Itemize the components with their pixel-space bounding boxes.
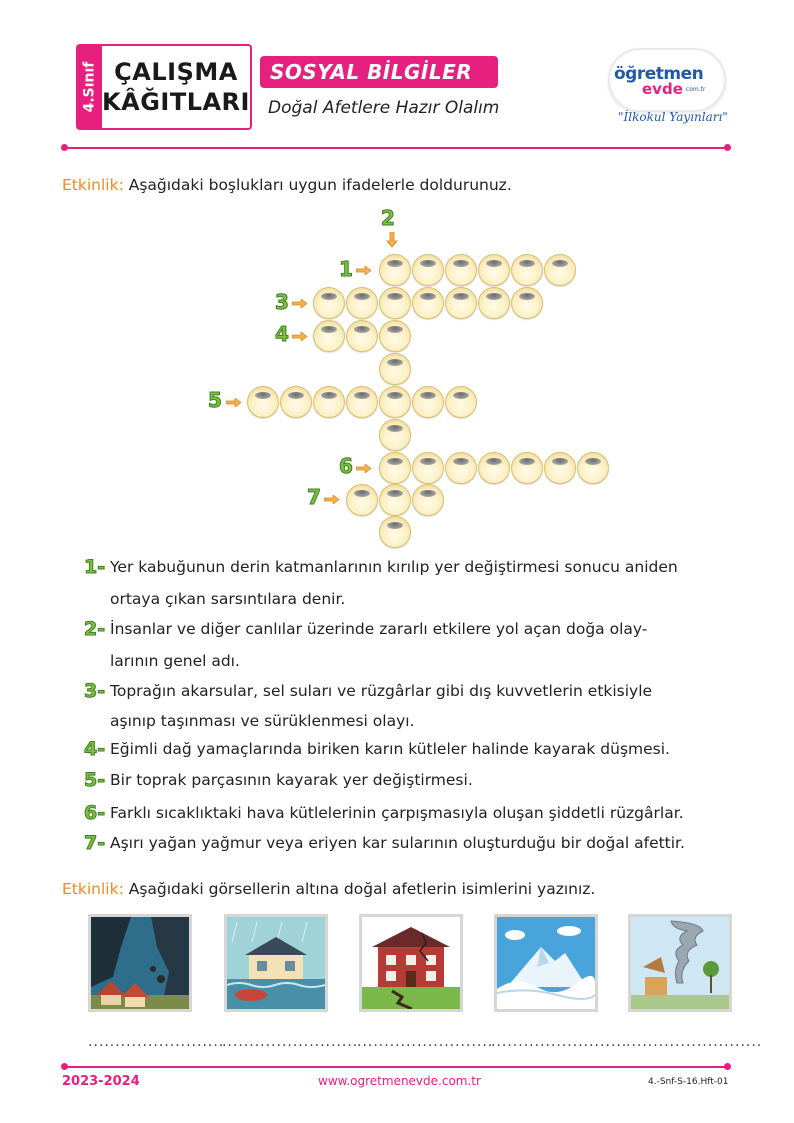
puzzle-cell[interactable] [280,386,312,418]
activity-label: Etkinlik: [62,176,124,194]
answer-blank-2[interactable]: ......................... [222,1034,359,1050]
publisher-logo [604,46,734,132]
puzzle-cell[interactable] [412,452,444,484]
flood-icon [227,917,325,1009]
clue-1-line-2: ortaya çıkan sarsıntılara denir. [110,590,346,608]
logo-brand-2: evde [642,80,683,98]
puzzle-cell[interactable] [412,386,444,418]
answer-blank-5[interactable]: ......................... [626,1034,763,1050]
puzzle-cell[interactable] [379,386,411,418]
logo-brand-3: .com.tr [684,86,706,93]
clue-2-number: 2- [84,618,106,640]
clue-1-number: 1- [84,556,106,578]
puzzle-cell[interactable] [346,287,378,319]
puzzle-cell[interactable] [445,287,477,319]
puzzle-cell[interactable] [478,254,510,286]
activity-1 [62,176,512,194]
clue-3-line-1: Toprağın akarsular, sel suları ve rüzgârlar gibi dış kuvvetlerin etkisiyle [110,682,653,700]
logo-brand-1: öğretmen [614,64,704,84]
puzzle-cell[interactable] [577,452,609,484]
avalanche-icon [497,917,595,1009]
title-line-1: ÇALIŞMA [114,58,238,86]
puzzle-cell[interactable] [412,254,444,286]
right-arrow-icon [292,299,308,308]
puzzle-cell[interactable] [478,452,510,484]
clue-1-line-1: Yer kabuğunun derin katmanlarının kırılıp yer değiştirmesi sonucu aniden [110,558,678,576]
clue-number-1: 1 [339,257,353,281]
avalanche-picture [494,914,598,1012]
puzzle-cell[interactable] [346,484,378,516]
clue-number-7: 7 [307,485,321,509]
puzzle-cell[interactable] [379,516,411,548]
puzzle-cell[interactable] [511,287,543,319]
footer-code: 4.-Snf-S-16.Hft-01 [648,1077,729,1087]
puzzle-cell[interactable] [478,287,510,319]
landslide-picture [88,914,192,1012]
grade-label: 4.Sınıf [81,61,97,113]
right-arrow-icon [226,398,242,407]
clue-2-line-2: larının genel adı. [110,652,240,670]
right-arrow-icon [292,332,308,341]
answer-blank-1[interactable]: ......................... [88,1034,225,1050]
clue-2-line-1: İnsanlar ve diğer canlılar üzerinde zararlı etkilere yol açan doğa olay- [110,620,648,638]
puzzle-cell[interactable] [511,254,543,286]
puzzle-cell[interactable] [379,484,411,516]
right-arrow-icon [356,464,372,473]
puzzle-cell[interactable] [445,386,477,418]
footer-year: 2023-2024 [62,1074,140,1089]
storm-icon [631,917,729,1009]
clue-5-number: 5- [84,769,106,791]
activity-label: Etkinlik: [62,880,124,898]
puzzle-cell[interactable] [511,452,543,484]
clue-number-2-down: 2 [381,206,395,230]
footer-divider [64,1066,728,1068]
grade-tab [76,44,102,130]
answer-blank-3[interactable]: ......................... [357,1034,494,1050]
answer-blank-4[interactable]: ......................... [491,1034,628,1050]
earthquake-picture [359,914,463,1012]
clue-3-line-2: aşınıp taşınması ve sürüklenmesi olayı. [110,712,415,730]
clue-number-6: 6 [339,454,353,478]
puzzle-cell[interactable] [379,353,411,385]
earthquake-icon [362,917,460,1009]
clue-number-4: 4 [275,322,289,346]
clue-number-3: 3 [275,290,289,314]
logo-publisher: "İlkokul Yayınları" [618,110,728,124]
footer-url[interactable]: www.ogretmenevde.com.tr [318,1074,481,1088]
title-line-2: KÂĞITLARI [102,88,250,116]
right-arrow-icon [356,266,372,275]
clue-7-number: 7- [84,832,106,854]
puzzle-cell[interactable] [346,386,378,418]
subject-banner: SOSYAL BİLGİLER [260,56,498,88]
flood-picture [224,914,328,1012]
puzzle-cell[interactable] [544,452,576,484]
clue-4-number: 4- [84,738,106,760]
right-arrow-icon [324,495,340,504]
puzzle-cell[interactable] [379,287,411,319]
puzzle-cell[interactable] [313,386,345,418]
clue-4-line-1: Eğimli dağ yamaçlarında biriken karın kütleler halinde kayarak düşmesi. [110,740,670,758]
topic-title: Doğal Afetlere Hazır Olalım [268,98,500,118]
puzzle-cell[interactable] [379,320,411,352]
puzzle-cell[interactable] [313,287,345,319]
clue-number-5: 5 [208,388,222,412]
down-arrow-icon [386,232,398,248]
puzzle-cell[interactable] [247,386,279,418]
worksheet-title-box [100,44,252,130]
puzzle-cell[interactable] [445,452,477,484]
clue-6-number: 6- [84,802,106,824]
puzzle-cell[interactable] [313,320,345,352]
puzzle-cell[interactable] [412,287,444,319]
puzzle-cell[interactable] [412,484,444,516]
puzzle-cell[interactable] [445,254,477,286]
clue-7-line-1: Aşırı yağan yağmur veya eriyen kar sularının oluşturduğu bir doğal afettir. [110,834,685,852]
clue-5-line-1: Bir toprak parçasının kayarak yer değiştirmesi. [110,771,473,789]
puzzle-cell[interactable] [544,254,576,286]
landslide-icon [91,917,189,1009]
header-divider [64,147,728,149]
puzzle-cell[interactable] [346,320,378,352]
clue-3-number: 3- [84,680,106,702]
puzzle-cell[interactable] [379,452,411,484]
activity-instruction: Aşağıdaki boşlukları uygun ifadelerle doldurunuz. [128,176,512,194]
activity-2 [62,880,595,898]
activity-instruction: Aşağıdaki görsellerin altına doğal afetlerin isimlerini yazınız. [128,880,596,898]
puzzle-cell[interactable] [379,254,411,286]
puzzle-cell[interactable] [379,419,411,451]
clue-6-line-1: Farklı sıcaklıktaki hava kütlelerinin çarpışmasıyla oluşan şiddetli rüzgârlar. [110,804,684,822]
storm-picture [628,914,732,1012]
